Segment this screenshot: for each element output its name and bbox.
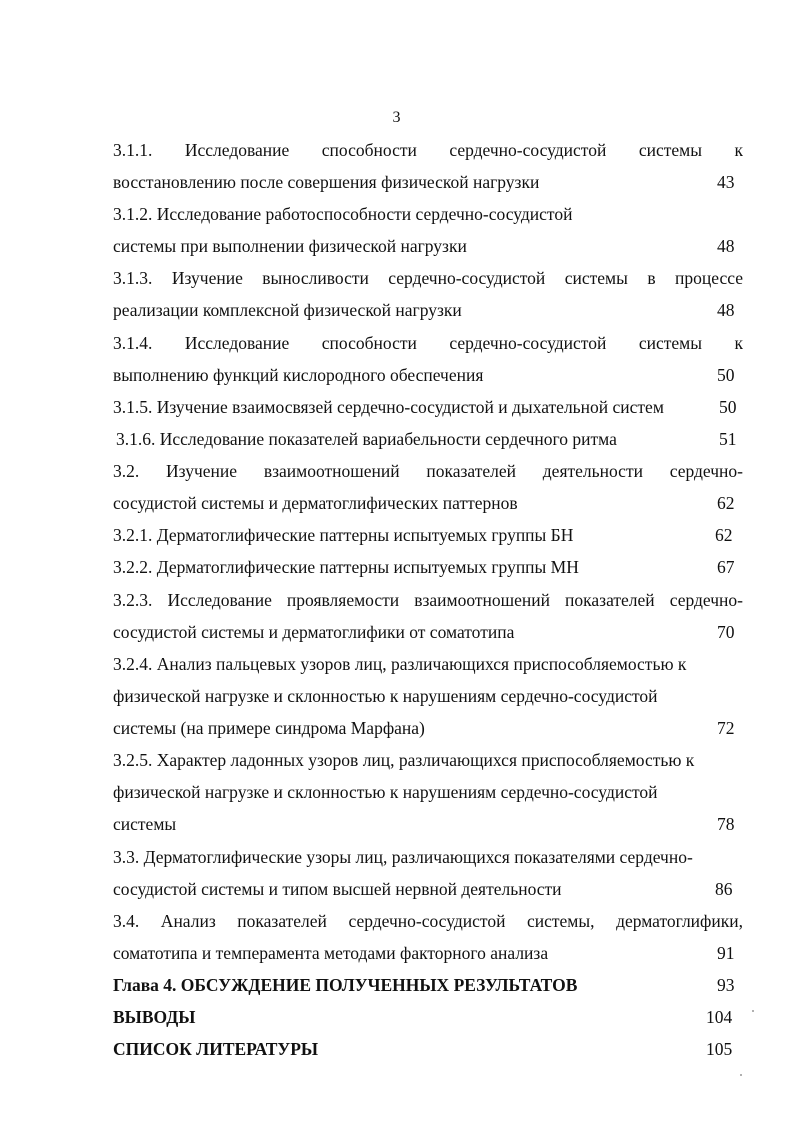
toc-entry-line: 3.2.4. Анализ пальцевых узоров лиц, различающихся приспособляемостью к [113, 654, 687, 674]
toc-page-number: 48 [717, 236, 735, 256]
toc-entry-line: 3.1.3. Изучение выносливости сердечно-сосудистой системы в процессе [113, 268, 743, 288]
toc-section-heading: СПИСОК ЛИТЕРАТУРЫ [113, 1039, 319, 1059]
toc-page-number: 70 [717, 622, 735, 642]
toc-entry-line: соматотипа и темперамента методами факторного анализа [113, 943, 549, 963]
toc-page-number: 51 [719, 429, 737, 449]
toc-page-number: 48 [717, 300, 735, 320]
toc-section-heading: ВЫВОДЫ [113, 1007, 196, 1027]
toc-entry-line: 3.4. Анализ показателей сердечно-сосудистой системы, дерматоглифики, [113, 911, 743, 931]
toc-entry-line: 3.2.2. Дерматоглифические паттерны испытуемых группы МН [113, 557, 579, 577]
toc-page-number: 62 [715, 525, 733, 545]
toc-page-number: 72 [717, 718, 735, 738]
page-number: 3 [392, 109, 401, 126]
toc-page-number: 43 [717, 172, 735, 192]
toc-entry-line: 3.1.4. Исследование способности сердечно-сосудистой системы к [113, 333, 743, 353]
toc-page-number: 104 [706, 1007, 733, 1027]
toc-entry-line: 3.2.5. Характер ладонных узоров лиц, различающихся приспособляемостью к [113, 750, 695, 770]
toc-page-number: 78 [717, 814, 735, 834]
toc-entry-line: 3.2. Изучение взаимоотношений показателей деятельности сердечно- [113, 461, 743, 481]
toc-entry-line: системы при выполнении физической нагрузки [113, 236, 467, 256]
toc-chapter-heading: Глава 4. ОБСУЖДЕНИЕ ПОЛУЧЕННЫХ РЕЗУЛЬТАТОВ [113, 975, 578, 995]
toc-page-number: 86 [715, 879, 733, 899]
toc-entry-line: 3.1.2. Исследование работоспособности сердечно-сосудистой [113, 204, 573, 224]
toc-page-number: 50 [719, 397, 737, 417]
toc-entry-line: выполнению функций кислородного обеспечения [113, 365, 484, 385]
toc-entry-line: 3.2.3. Исследование проявляемости взаимоотношений показателей сердечно- [113, 590, 743, 610]
toc-page-number: 62 [717, 493, 735, 513]
toc-entry-line: 3.1.5. Изучение взаимосвязей сердечно-сосудистой и дыхательной систем [113, 397, 664, 417]
toc-entry-line: 3.1.6. Исследование показателей вариабельности сердечного ритма [116, 429, 617, 449]
toc-entry-line: 3.1.1. Исследование способности сердечно-сосудистой системы к [113, 140, 743, 160]
toc-page-number: 91 [717, 943, 735, 963]
toc-entry-line: системы (на примере синдрома Марфана) [113, 718, 425, 738]
toc-entry-line: системы [113, 814, 177, 834]
toc-page-number: 93 [717, 975, 735, 995]
toc-entry-line: сосудистой системы и дерматоглифических паттернов [113, 493, 518, 513]
toc-entry-line: физической нагрузке и склонностью к нарушениям сердечно-сосудистой [113, 686, 658, 706]
toc-entry-line: сосудистой системы и типом высшей нервной деятельности [113, 879, 562, 899]
scan-speck [752, 1010, 754, 1012]
toc-entry-line: 3.3. Дерматоглифические узоры лиц, различающихся показателями сердечно- [113, 847, 693, 867]
toc-entry-line: физической нагрузке и склонностью к нарушениям сердечно-сосудистой [113, 782, 658, 802]
toc-entry-line: 3.2.1. Дерматоглифические паттерны испытуемых группы БН [113, 525, 574, 545]
toc-entry-line: реализации комплексной физической нагрузки [113, 300, 462, 320]
scan-speck [740, 1074, 742, 1076]
toc-entry-line: сосудистой системы и дерматоглифики от соматотипа [113, 622, 515, 642]
toc-page-number: 67 [717, 557, 735, 577]
toc-page-number: 50 [717, 365, 735, 385]
toc-page-number: 105 [706, 1039, 733, 1059]
toc-entry-line: восстановлению после совершения физической нагрузки [113, 172, 540, 192]
